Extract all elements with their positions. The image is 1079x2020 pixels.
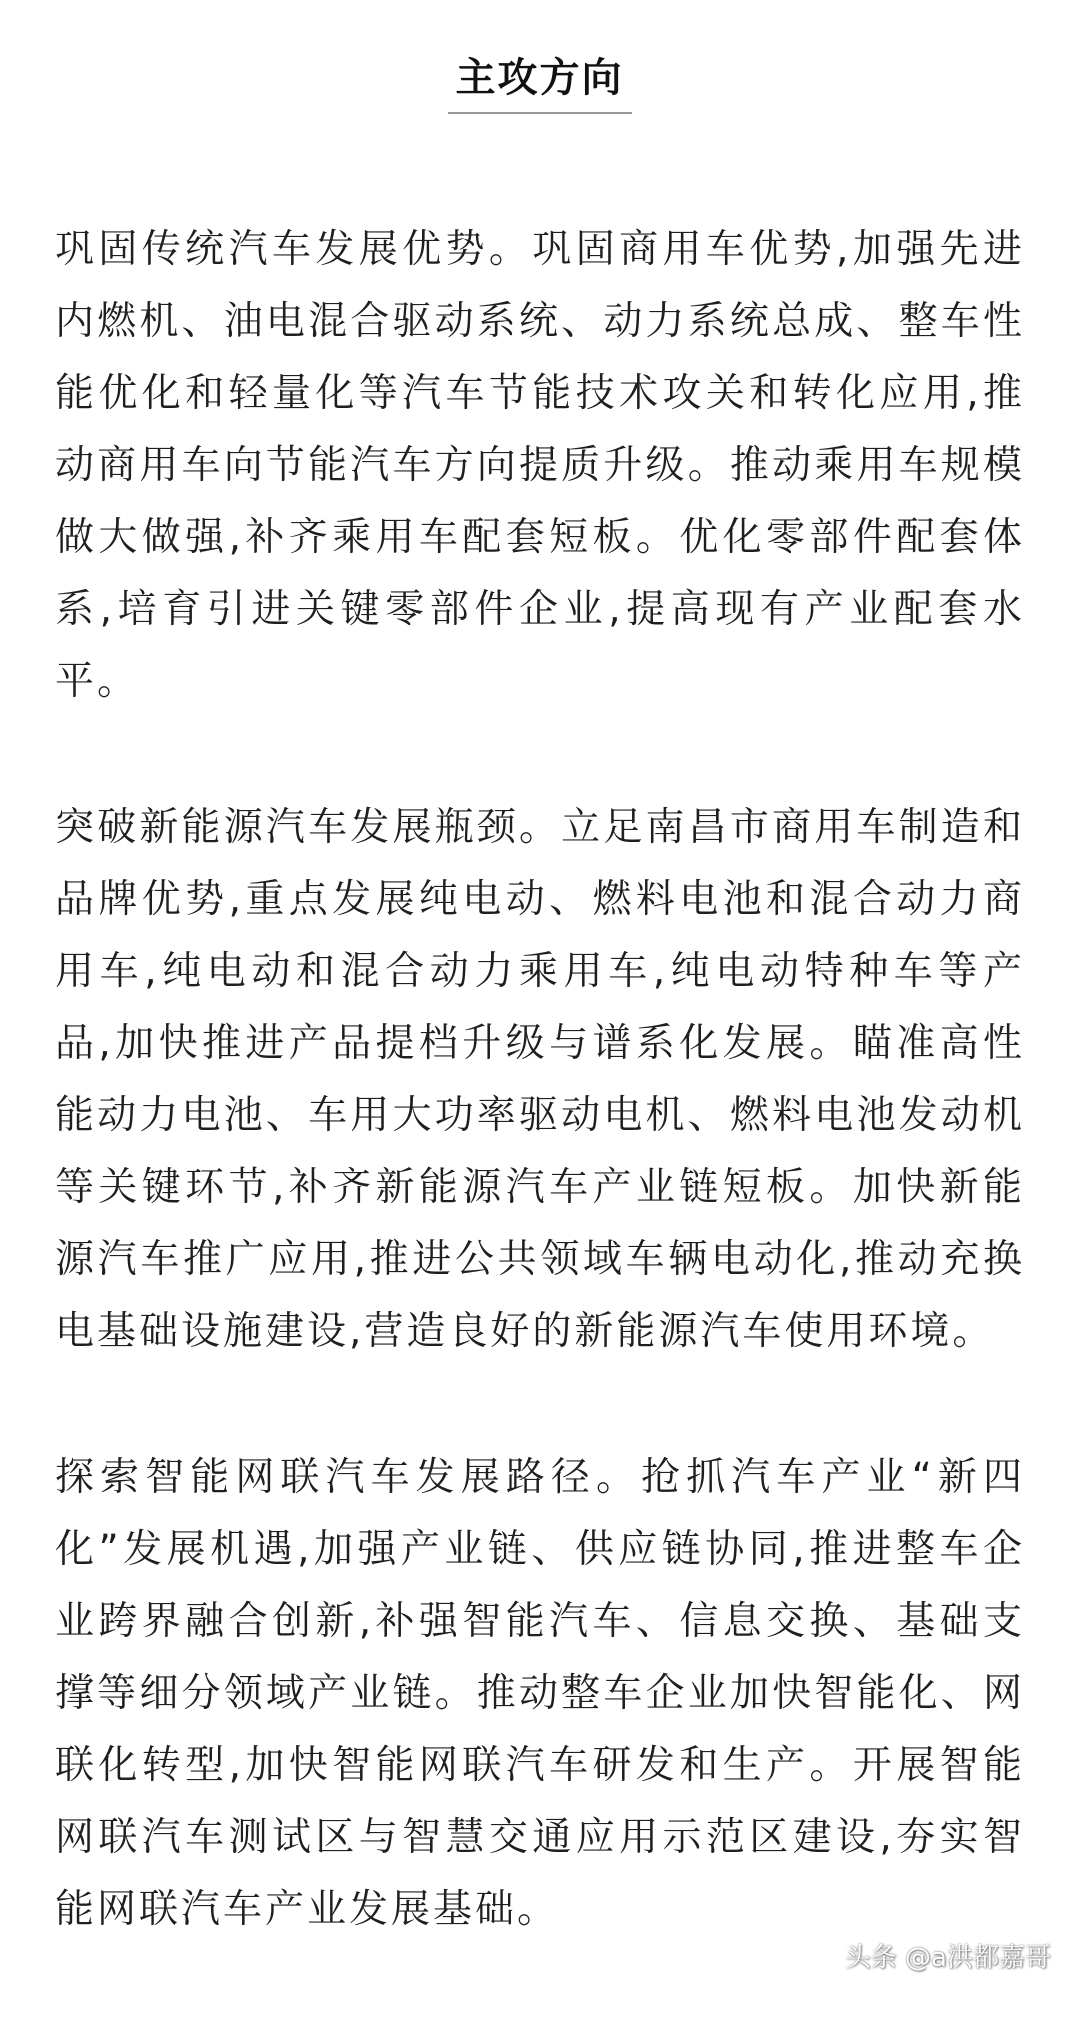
title-underline: [448, 112, 632, 114]
paragraph-traditional-vehicles: 巩固传统汽车发展优势。巩固商用车优势,加强先进内燃机、油电混合驱动系统、动力系统总成、整车性能优化和轻量化等汽车节能技术攻关和转化应用,推动商用车向节能汽车方向提质升级。推动乘用车规模做大做强,补齐乘用车配套短板。优化零部件配套体系,培育引进关键零部件企业,提高现有产业配套水平。: [55, 227, 1025, 704]
paragraph-new-energy-vehicles: 突破新能源汽车发展瓶颈。立足南昌市商用车制造和品牌优势,重点发展纯电动、燃料电池和混合动力商用车,纯电动和混合动力乘用车,纯电动特种车等产品,加快推进产品提档升级与谱系化发展。瞄准高性能动力电池、车用大功率驱动电机、燃料电池发动机等关键环节,补齐新能源汽车产业链短板。加快新能源汽车推广应用,推进公共领域车辆电动化,推动充换电基础设施建设,营造良好的新能源汽车使用环境。: [55, 805, 1025, 1354]
page-title: 主攻方向: [455, 55, 624, 101]
source-watermark: 头条 @a洪都嘉哥: [844, 1943, 1051, 1973]
article-body: [55, 214, 1025, 2020]
header: [0, 0, 1079, 103]
paragraph-intelligent-connected-vehicles: 探索智能网联汽车发展路径。抢抓汽车产业“新四化”发展机遇,加强产业链、供应链协同,推进整车企业跨界融合创新,补强智能汽车、信息交换、基础支撑等细分领域产业链。推动整车企业加快智能化、网联化转型,加快智能网联汽车研发和生产。开展智能网联汽车测试区与智慧交通应用示范区建设,夯实智能网联汽车产业发展基础。: [55, 1455, 1025, 1932]
